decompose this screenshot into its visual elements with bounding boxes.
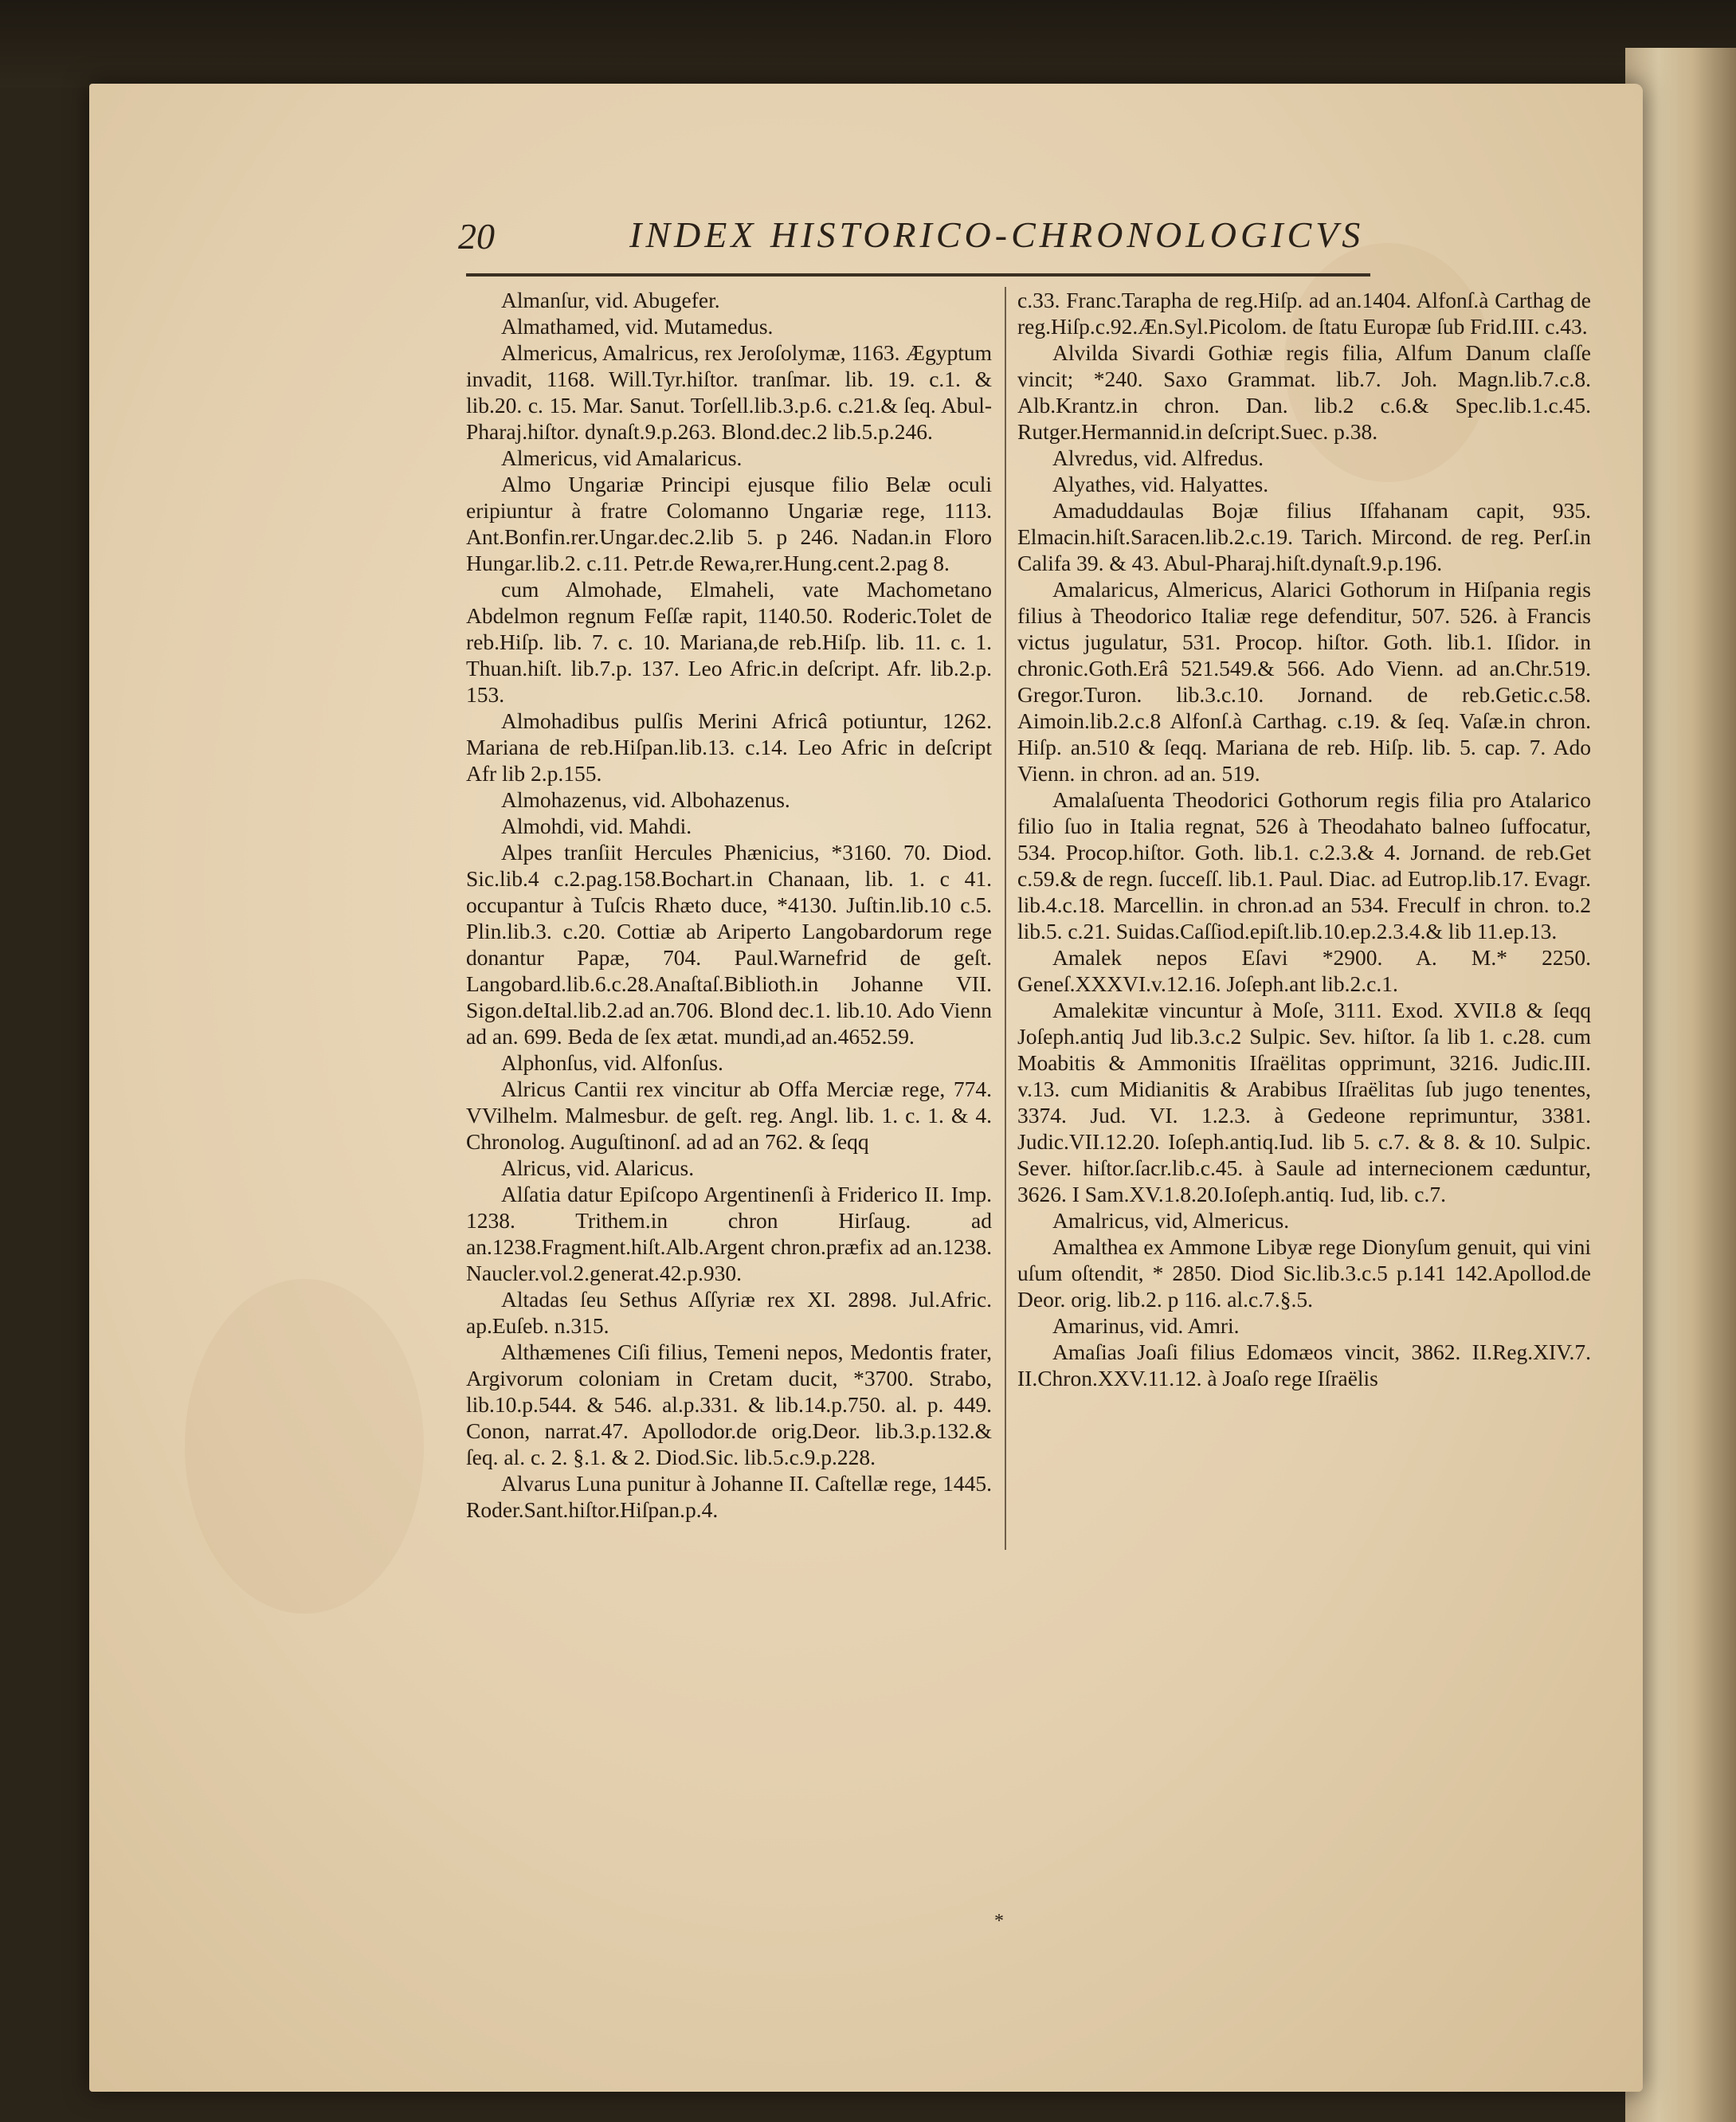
index-entry: Alricus Cantii rex vincitur ab Offa Merciæ rege, 774. VVilhelm. Malmesbur. de geſt. reg. Angl. lib. 1. c. 1. & 4. Chronolog. Auguſtinonſ. ad ad an 762. & ſeqq <box>466 1077 992 1154</box>
header-rule <box>466 273 1370 277</box>
index-entry: Almericus, Amalricus, rex Jeroſolymæ, 1163. Ægyptum invadit, 1168. Will.Tyr.hiſtor. tranſmar. lib. 19. c.1. & lib.20. c. 15. Mar. Sanut. Torſell.lib.3.p.6. c.21.& ſeq. Abul-Pharaj.hiſtor. dynaſt.9.p.263. Blond.dec.2 lib.5.p.246. <box>466 340 992 444</box>
index-entry: Alvilda Sivardi Gothiæ regis filia, Alfum Danum claſſe vincit; *240. Saxo Grammat. lib.7. Joh. Magn.lib.7.c.8. Alb.Krantz.in chron. Dan. lib.2 c.6.& Spec.lib.1.c.45. Rutger.Hermannid.in deſcript.Suec. p.38. <box>1017 340 1591 444</box>
index-entry: Alvredus, vid. Alfredus. <box>1052 445 1264 470</box>
index-entry: Almohazenus, vid. Albohazenus. <box>501 787 790 812</box>
index-entry: Alvarus Luna punitur à Johanne II. Caſtellæ rege, 1445. Roder.Sant.hiſtor.Hiſpan.p.4. <box>466 1471 992 1522</box>
index-entry: Alphonſus, vid. Alfonſus. <box>501 1050 723 1075</box>
book-shadow-top <box>0 0 1736 88</box>
index-entry: Amalekitæ vincuntur à Moſe, 3111. Exod. XVII.8 & ſeqq Joſeph.antiq Jud lib.3.c.2 Sulpic. Sev. hiſtor. ſa lib 1. c.28. cum Moabitis & Ammonitis Iſraëlitas opprimunt, 3216. Judic.III. v.13. cum Midianitis & Arabibus Iſraëlitas ſub jugo tenentes, 3374. Jud. VI. 1.2.3. à Gedeone reprimuntur, 3381. Judic.VII.12.20. Ioſeph.antiq.Iud. lib 5. c.7. & 8. & 10. Sulpic. Sever. hiſtor.ſacr.lib.c.45. à Saule ad internecionem cæduntur, 3626. I Sam.XV.1.8.20.Ioſeph.antiq. Iud, lib. c.7. <box>1017 998 1591 1206</box>
index-entry: Altadas ſeu Sethus Aſſyriæ rex XI. 2898. Jul.Afric. ap.Euſeb. n.315. <box>466 1287 992 1338</box>
index-column-right <box>1017 287 1591 1391</box>
index-entry: Alyathes, vid. Halyattes. <box>1052 472 1269 496</box>
index-entry-continuation: c.33. Franc.Tarapha de reg.Hiſp. ad an.1404. Alfonſ.à Carthag de reg.Hiſp.c.92.Æn.Syl.Picolom. de ſtatu Europæ ſub Frid.III. c.43. <box>1017 288 1591 339</box>
column-divider <box>1005 287 1006 1550</box>
index-entry: Amalthea ex Ammone Libyæ rege Dionyſum genuit, qui vini uſum oſtendit, * 2850. Diod Sic.lib.3.c.5 p.141 142.Apollod.de Deor. orig. lib.2. p 116. al.c.7.§.5. <box>1017 1234 1591 1312</box>
index-entry: Amalaſuenta Theodorici Gothorum regis filia pro Atalarico filio ſuo in Italia regnat, 526 à Theodahato balneo ſuffocatur, 534. Procop.hiſtor. Goth. lib.1. c.2.3.& 4. Jornand. de reb.Get c.59.& de regn. ſucceſſ. lib.1. Paul. Diac. ad Eutrop.lib.17. Evagr. lib.4.c.18. Marcellin. in chron.ad an 534. Freculf in chron. to.2 lib.5. c.21. Suidas.Caſſiod.epiſt.lib.10.ep.2.3.4.& lib 11.ep.13. <box>1017 787 1591 943</box>
index-entry: Amalaricus, Almericus, Alarici Gothorum in Hiſpania regis filius à Theodorico Italiæ rege defenditur, 507. 526. à Francis victus jugulatur, 531. Procop. hiſtor. Goth. lib.1. Iſidor. in chronic.Goth.Erâ 521.549.& 566. Ado Vienn. ad an.Chr.519. Gregor.Turon. lib.3.c.10. Jornand. de reb.Getic.c.58. Aimoin.lib.2.c.8 Alfonſ.à Carthag. c.19. & ſeq. Vaſæ.in chron. Hiſp. an.510 & ſeqq. Mariana de reb. Hiſp. lib. 5. cap. 7. Ado Vienn. in chron. ad an. 519. <box>1017 577 1591 786</box>
index-entry: Almohadibus pulſis Merini Africâ potiuntur, 1262. Mariana de reb.Hiſpan.lib.13. c.14. Leo Afric in deſcript Afr lib 2.p.155. <box>466 708 992 786</box>
index-entry: Almanſur, vid. Abugefer. <box>501 288 720 312</box>
index-entry: Amaduddaulas Bojæ filius Iſfahanam capit, 935. Elmacin.hiſt.Saracen.lib.2.c.19. Tarich. Mircond. de reg. Perſ.in Califa 39. & 43. Abul-Pharaj.hiſt.dynaſt.9.p.196. <box>1017 498 1591 575</box>
index-entry: cum Almohade, Elmaheli, vate Machometano Abdelmon regnum Feſſæ rapit, 1140.50. Roderic.Tolet de reb.Hiſp. lib. 7. c. 10. Mariana,de reb.Hiſp. lib. 11. c. 1. Thuan.hiſt. lib.7.p. 137. Leo Afric.in deſcript. Afr. lib.2.p. 153. <box>466 577 992 707</box>
index-entry: Alſatia datur Epiſcopo Argentinenſi à Friderico II. Imp. 1238. Trithem.in chron Hirſaug. ad an.1238.Fragment.hiſt.Alb.Argent chron.præfix ad an.1238. Naucler.vol.2.generat.42.p.930. <box>466 1182 992 1285</box>
index-entry: Almericus, vid Amalaricus. <box>501 445 743 470</box>
index-entry: Althæmenes Ciſi filius, Temeni nepos, Medontis frater, Argivorum coloniam in Cretam ducit, *3700. Strabo, lib.10.p.544. & 546. al.p.331. & lib.14.p.750. al. p. 449. Conon, narrat.47. Apollodor.de orig.Deor. lib.3.p.132.& ſeq. al. c. 2. §.1. & 2. Diod.Sic. lib.5.c.9.p.228. <box>466 1339 992 1469</box>
running-title: INDEX HISTORICO-CHRONOLOGICVS <box>629 214 1365 255</box>
index-entry: Alpes tranſiit Hercules Phænicius, *3160. 70. Diod. Sic.lib.4 c.2.pag.158.Bochart.in Chanaan, lib. 1. c 41. occupantur à Tuſcis Rhæto duce, *4130. Juſtin.lib.10 c.5. Plin.lib.3. c.20. Cottiæ ab Ariperto Langobardorum rege donantur Papæ, 704. Paul.Warnefrid de geſt. Langobard.lib.6.c.28.Anaſtaſ.Biblioth.in Johanne VII. Sigon.deItal.lib.2.ad an.706. Blond dec.1. lib.10. Ado Vienn ad an. 699. Beda de ſex ætat. mundi,ad an.4652.59. <box>466 840 992 1049</box>
index-entry: Alricus, vid. Alaricus. <box>501 1155 695 1180</box>
index-entry: Amalek nepos Eſavi *2900. A. M.* 2250. Geneſ.XXXVI.v.12.16. Joſeph.ant lib.2.c.1. <box>1017 945 1591 996</box>
index-entry: Almo Ungariæ Principi ejusque filio Belæ oculi eripiuntur à fratre Colomanno Ungariæ rege, 1113. Ant.Bonfin.rer.Ungar.dec.2.lib 5. p 246. Nadan.in Floro Hungar.lib.2. c.11. Petr.de Rewa,rer.Hung.cent.2.pag 8. <box>466 472 992 575</box>
paper-stain <box>185 1279 424 1614</box>
index-entry: Amalricus, vid, Almericus. <box>1052 1208 1290 1233</box>
catchword-mark: * <box>994 1911 1004 1932</box>
index-entry: Amarinus, vid. Amri. <box>1052 1313 1240 1338</box>
page-number: 20 <box>458 216 495 257</box>
index-entry: Almathamed, vid. Mutamedus. <box>501 314 774 339</box>
index-column-left <box>466 287 992 1523</box>
index-entry: Almohdi, vid. Mahdi. <box>501 814 692 838</box>
index-entry: Amaſias Joaſi filius Edomæos vincit, 3862. II.Reg.XIV.7. II.Chron.XXV.11.12. à Joaſo rege Iſraëlis <box>1017 1339 1591 1390</box>
